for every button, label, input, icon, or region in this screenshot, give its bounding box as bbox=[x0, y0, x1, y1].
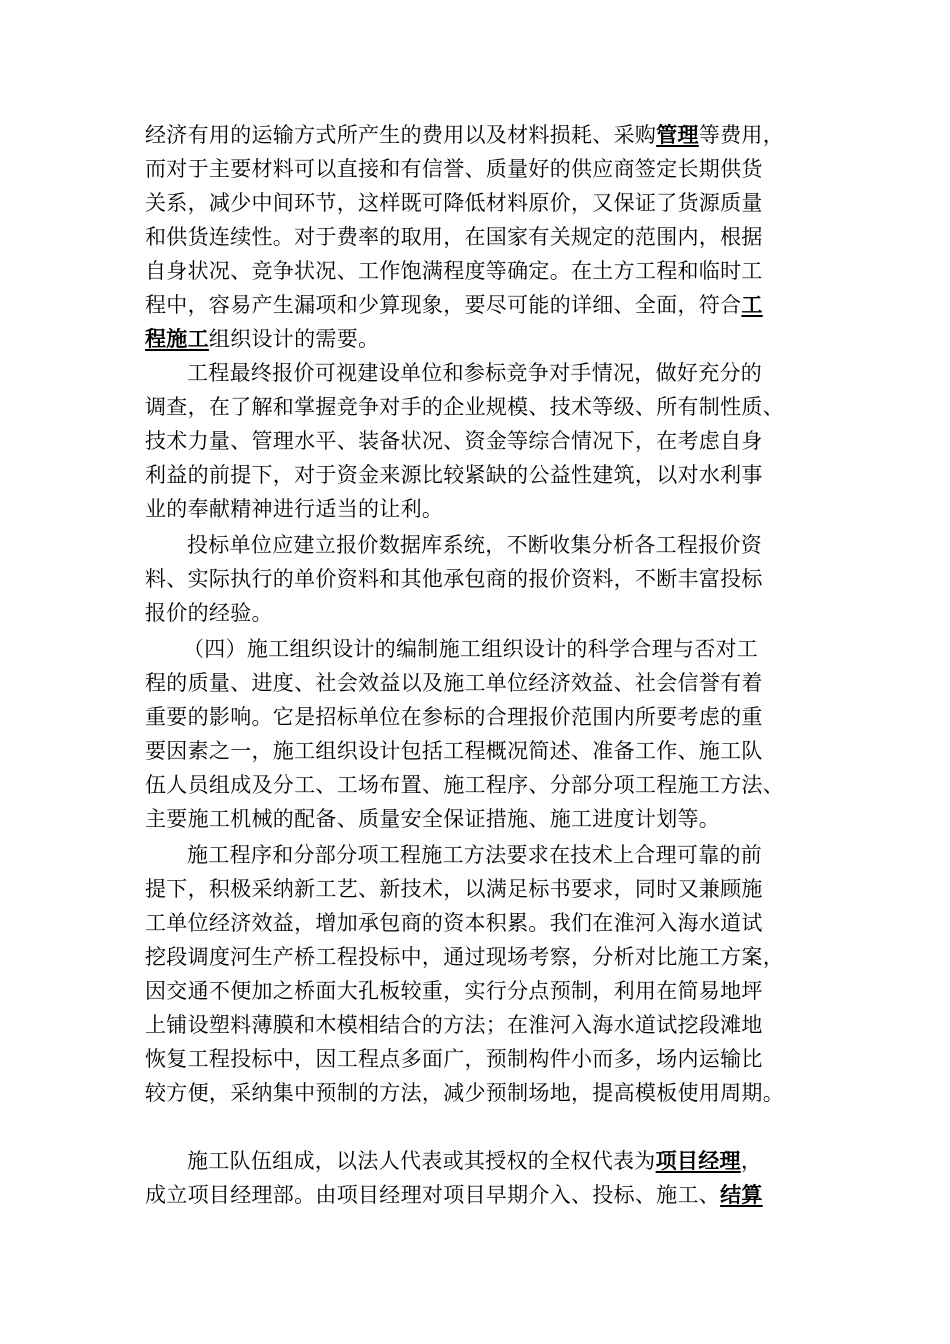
paragraph-1-line-6 bbox=[145, 290, 763, 320]
text-run: 程中，容易产生漏项和少算现象，要尽可能的详细、全面，符合 bbox=[145, 293, 742, 317]
text-run: 施工队伍组成，以法人代表或其授权的全权代表为 bbox=[187, 1149, 656, 1173]
paragraph-3-line-1: 投标单位应建立报价数据库系统，不断收集分析各工程报价资 bbox=[187, 533, 763, 557]
paragraph-5-line-5: 因交通不便加之桥面大孔板较重，实行分点预制，利用在简易地坪 bbox=[145, 979, 763, 1003]
text-run: 成立项目经理部。由项目经理对项目早期介入、投标、施工、 bbox=[145, 1183, 721, 1207]
link-engineering-construction-part-1[interactable]: 工 bbox=[741, 292, 763, 317]
paragraph-4-line-2: 程的质量、进度、社会效益以及施工单位经济效益、社会信誉有着 bbox=[145, 671, 763, 695]
paragraph-1-line-7 bbox=[145, 324, 379, 354]
paragraph-1-line-4: 和供货连续性。对于费率的取用，在国家有关规定的范围内，根据 bbox=[145, 225, 763, 249]
text-run: ， bbox=[740, 1149, 763, 1173]
paragraph-5-line-2: 提下，积极采纳新工艺、新技术，以满足标书要求，同时又兼顾施 bbox=[145, 877, 763, 901]
paragraph-1-line-5: 自身状况、竞争状况、工作饱满程度等确定。在土方工程和临时工 bbox=[145, 259, 763, 283]
paragraph-2-line-1: 工程最终报价可视建设单位和参标竞争对手情况，做好充分的 bbox=[187, 361, 763, 385]
paragraph-4-line-4: 要因素之一，施工组织设计包括工程概况简述、准备工作、施工队 bbox=[145, 739, 763, 763]
text-run: 组织设计的需要。 bbox=[208, 327, 380, 351]
link-project-manager[interactable]: 项目经理 bbox=[655, 1148, 741, 1173]
paragraph-5-line-3: 工单位经济效益，增加承包商的资本积累。我们在淮河入海水道试 bbox=[145, 911, 763, 935]
paragraph-5-line-8: 较方便，采纳集中预制的方法，减少预制场地，提高模板使用周期。 bbox=[145, 1081, 784, 1105]
paragraph-3-line-3: 报价的经验。 bbox=[145, 601, 273, 625]
paragraph-4-line-1: （四）施工组织设计的编制施工组织设计的科学合理与否对工 bbox=[183, 637, 759, 661]
paragraph-5-line-6: 上铺设塑料薄膜和木模相结合的方法；在淮河入海水道试挖段滩地 bbox=[145, 1013, 763, 1037]
link-settlement[interactable]: 结算 bbox=[720, 1182, 763, 1207]
paragraph-5-line-1: 施工程序和分部分项工程施工方法要求在技术上合理可靠的前 bbox=[187, 843, 763, 867]
paragraph-4-line-3: 重要的影响。它是招标单位在参标的合理报价范围内所要考虑的重 bbox=[145, 705, 763, 729]
paragraph-1-line-2: 而对于主要材料可以直接和有信誉、质量好的供应商签定长期供货 bbox=[145, 157, 763, 181]
paragraph-6-line-2 bbox=[145, 1180, 763, 1210]
paragraph-2-line-4: 利益的前提下，对于资金来源比较紧缺的公益性建筑，以对水利事 bbox=[145, 463, 763, 487]
paragraph-5-line-4: 挖段调度河生产桥工程投标中，通过现场考察，分析对比施工方案， bbox=[145, 945, 784, 969]
paragraph-1-line-1 bbox=[145, 120, 784, 150]
link-engineering-construction-part-2[interactable]: 程施工 bbox=[145, 326, 209, 351]
text-run: 经济有用的运输方式所产生的费用以及材料损耗、采购 bbox=[145, 123, 657, 147]
paragraph-2-line-3: 技术力量、管理水平、装备状况、资金等综合情况下，在考虑自身 bbox=[145, 429, 763, 453]
paragraph-5-line-7: 恢复工程投标中，因工程点多面广，预制构件小而多，场内运输比 bbox=[145, 1047, 763, 1071]
paragraph-2-line-5: 业的奉献精神进行适当的让利。 bbox=[145, 497, 444, 521]
text-run: 等费用， bbox=[698, 123, 785, 147]
paragraph-3-line-2: 料、实际执行的单价资料和其他承包商的报价资料，不断丰富投标 bbox=[145, 567, 763, 591]
paragraph-4-line-6: 主要施工机械的配备、质量安全保证措施、施工进度计划等。 bbox=[145, 807, 721, 831]
paragraph-1-line-3: 关系，减少中间环节，这样既可降低材料原价，又保证了货源质量 bbox=[145, 191, 763, 215]
paragraph-2-line-2: 调查，在了解和掌握竞争对手的企业规模、技术等级、所有制性质、 bbox=[145, 395, 784, 419]
paragraph-4-line-5: 伍人员组成及分工、工场布置、施工程序、分部分项工程施工方法、 bbox=[145, 773, 784, 797]
paragraph-6-line-1 bbox=[187, 1146, 762, 1176]
link-management[interactable]: 管理 bbox=[656, 122, 699, 147]
